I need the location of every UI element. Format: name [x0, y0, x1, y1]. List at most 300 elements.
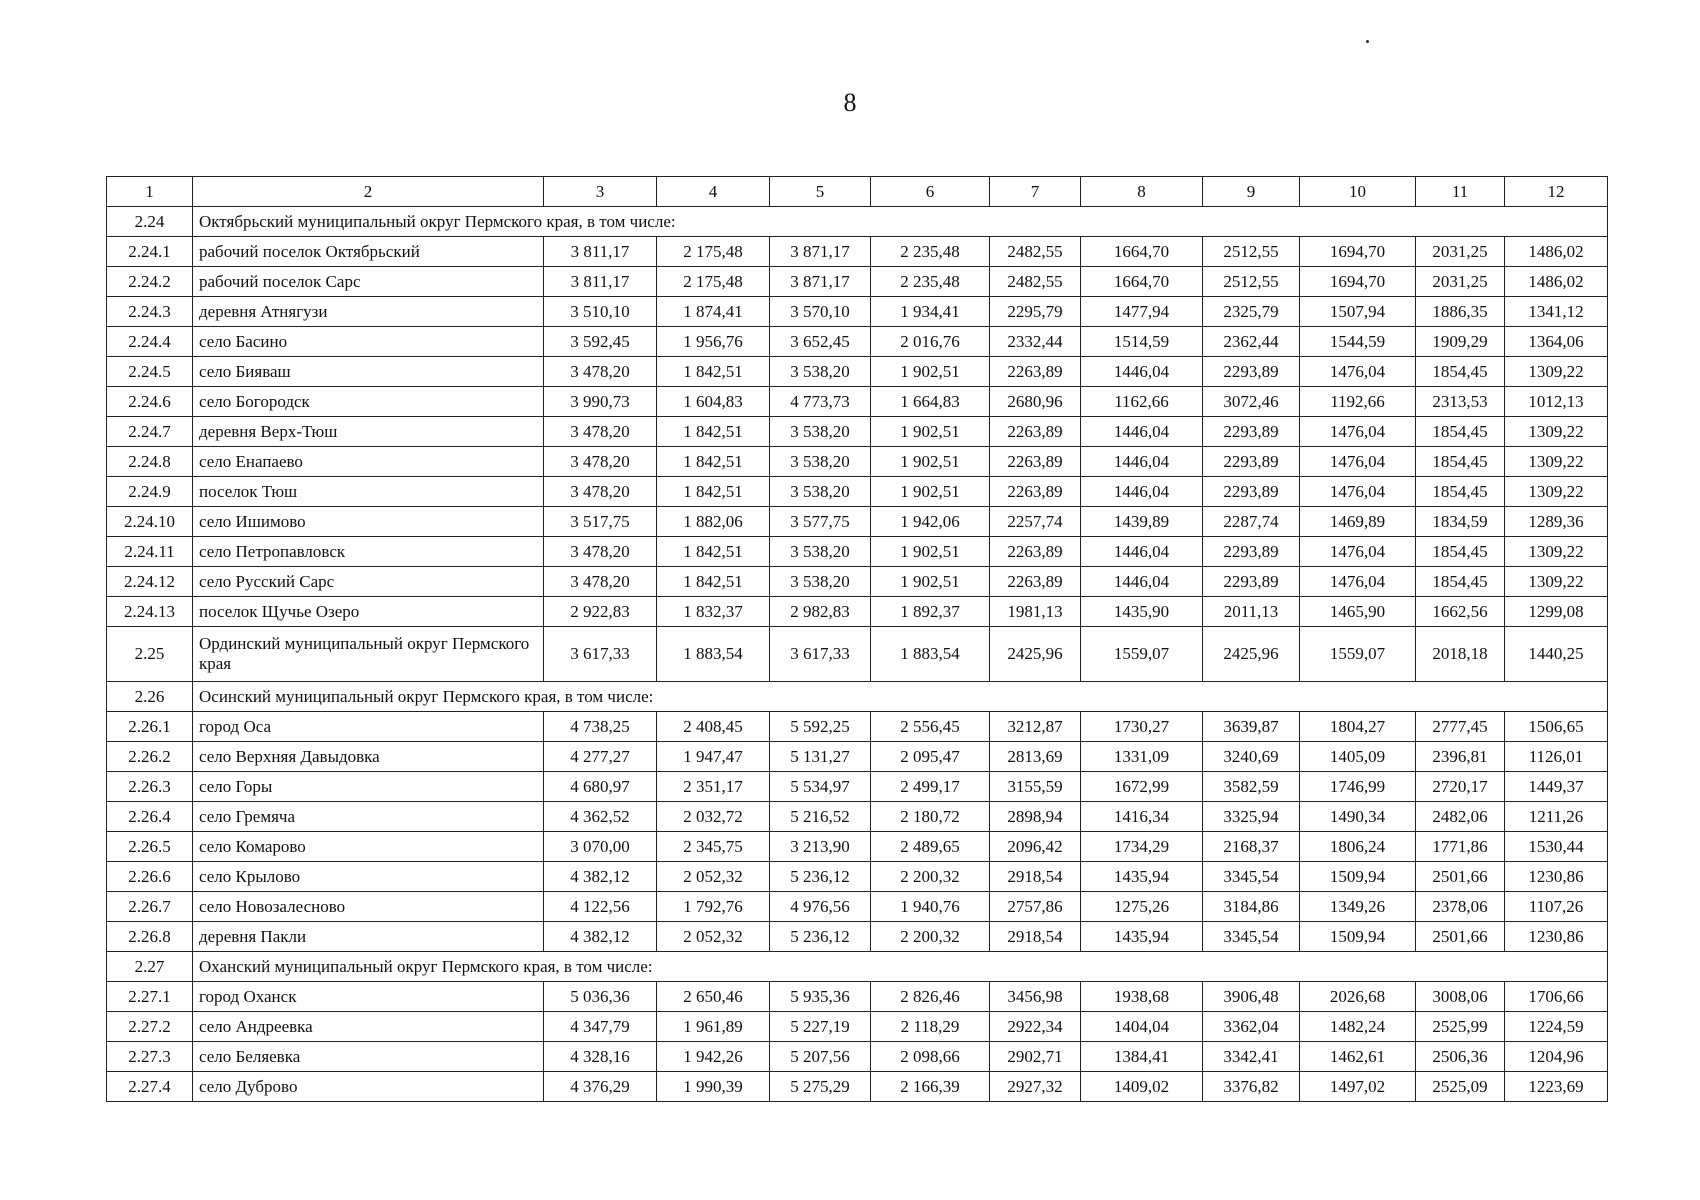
- value-cell: 1746,99: [1300, 772, 1416, 802]
- value-cell: 1 842,51: [657, 357, 770, 387]
- value-cell: 1662,56: [1416, 597, 1505, 627]
- value-cell: 1 961,89: [657, 1012, 770, 1042]
- value-cell: 3345,54: [1203, 862, 1300, 892]
- table-row: [107, 627, 1608, 682]
- value-cell: 1289,36: [1505, 507, 1608, 537]
- value-cell: 1446,04: [1081, 537, 1203, 567]
- settlement-name: село Петропавловск: [193, 537, 544, 567]
- value-cell: 3155,59: [990, 772, 1081, 802]
- value-cell: 2 180,72: [871, 802, 990, 832]
- settlement-name: город Оханск: [193, 982, 544, 1012]
- value-cell: 2813,69: [990, 742, 1081, 772]
- section-row: [107, 952, 1608, 982]
- value-cell: 2396,81: [1416, 742, 1505, 772]
- value-cell: 1349,26: [1300, 892, 1416, 922]
- value-cell: 2 922,83: [544, 597, 657, 627]
- value-cell: 2362,44: [1203, 327, 1300, 357]
- scan-speck: [1366, 40, 1369, 43]
- value-cell: 1886,35: [1416, 297, 1505, 327]
- value-cell: 3 538,20: [770, 537, 871, 567]
- value-cell: 1530,44: [1505, 832, 1608, 862]
- value-cell: 3639,87: [1203, 712, 1300, 742]
- value-cell: 3345,54: [1203, 922, 1300, 952]
- table-row: [107, 387, 1608, 417]
- value-cell: 2 095,47: [871, 742, 990, 772]
- value-cell: 3 871,17: [770, 267, 871, 297]
- value-cell: 1476,04: [1300, 477, 1416, 507]
- value-cell: 3582,59: [1203, 772, 1300, 802]
- value-cell: 1446,04: [1081, 477, 1203, 507]
- value-cell: 2 052,32: [657, 862, 770, 892]
- value-cell: 1449,37: [1505, 772, 1608, 802]
- value-cell: 2026,68: [1300, 982, 1416, 1012]
- value-cell: 1476,04: [1300, 417, 1416, 447]
- table-row: [107, 892, 1608, 922]
- settlement-name: село Новозалесново: [193, 892, 544, 922]
- value-cell: 2 200,32: [871, 862, 990, 892]
- header-cell: 11: [1416, 177, 1505, 207]
- value-cell: 4 738,25: [544, 712, 657, 742]
- value-cell: 2 118,29: [871, 1012, 990, 1042]
- settlement-name: село Бияваш: [193, 357, 544, 387]
- value-cell: 3456,98: [990, 982, 1081, 1012]
- settlement-name: село Гремяча: [193, 802, 544, 832]
- value-cell: 1309,22: [1505, 447, 1608, 477]
- table-row: [107, 417, 1608, 447]
- value-cell: 1476,04: [1300, 357, 1416, 387]
- value-cell: 3 478,20: [544, 477, 657, 507]
- value-cell: 5 216,52: [770, 802, 871, 832]
- value-cell: 1 902,51: [871, 357, 990, 387]
- tariff-table: [106, 176, 1608, 1102]
- settlement-name: город Оса: [193, 712, 544, 742]
- value-cell: 2293,89: [1203, 417, 1300, 447]
- value-cell: 1440,25: [1505, 627, 1608, 682]
- table-row: [107, 597, 1608, 627]
- table-row: [107, 447, 1608, 477]
- settlement-name: село Беляевка: [193, 1042, 544, 1072]
- value-cell: 3 213,90: [770, 832, 871, 862]
- value-cell: 1 842,51: [657, 447, 770, 477]
- row-code: 2.25: [107, 627, 193, 682]
- value-cell: 2 052,32: [657, 922, 770, 952]
- value-cell: 1 842,51: [657, 537, 770, 567]
- row-code: 2.24.11: [107, 537, 193, 567]
- value-cell: 1435,94: [1081, 862, 1203, 892]
- value-cell: 2482,55: [990, 267, 1081, 297]
- value-cell: 1224,59: [1505, 1012, 1608, 1042]
- row-code: 2.24.1: [107, 237, 193, 267]
- value-cell: 3 510,10: [544, 297, 657, 327]
- value-cell: 3 538,20: [770, 477, 871, 507]
- value-cell: 2 235,48: [871, 237, 990, 267]
- value-cell: 2525,99: [1416, 1012, 1505, 1042]
- settlement-name: село Русский Сарс: [193, 567, 544, 597]
- value-cell: 1439,89: [1081, 507, 1203, 537]
- value-cell: 3 070,00: [544, 832, 657, 862]
- value-cell: 1854,45: [1416, 357, 1505, 387]
- value-cell: 2 235,48: [871, 267, 990, 297]
- value-cell: 4 680,97: [544, 772, 657, 802]
- value-cell: 2332,44: [990, 327, 1081, 357]
- value-cell: 2922,34: [990, 1012, 1081, 1042]
- value-cell: 2 166,39: [871, 1072, 990, 1102]
- value-cell: 2168,37: [1203, 832, 1300, 862]
- settlement-name: село Крылово: [193, 862, 544, 892]
- table-body: [107, 177, 1608, 1102]
- value-cell: 3 871,17: [770, 237, 871, 267]
- value-cell: 2293,89: [1203, 537, 1300, 567]
- value-cell: 1706,66: [1505, 982, 1608, 1012]
- value-cell: 1 892,37: [871, 597, 990, 627]
- table-row: [107, 742, 1608, 772]
- value-cell: 3906,48: [1203, 982, 1300, 1012]
- value-cell: 4 976,56: [770, 892, 871, 922]
- header-cell: 10: [1300, 177, 1416, 207]
- value-cell: 2325,79: [1203, 297, 1300, 327]
- value-cell: 1 947,47: [657, 742, 770, 772]
- value-cell: 1804,27: [1300, 712, 1416, 742]
- row-code: 2.24.6: [107, 387, 193, 417]
- value-cell: 1490,34: [1300, 802, 1416, 832]
- value-cell: 3 570,10: [770, 297, 871, 327]
- value-cell: 5 207,56: [770, 1042, 871, 1072]
- settlement-name: поселок Щучье Озеро: [193, 597, 544, 627]
- settlement-name: село Верхняя Давыдовка: [193, 742, 544, 772]
- value-cell: 1309,22: [1505, 357, 1608, 387]
- value-cell: 4 362,52: [544, 802, 657, 832]
- value-cell: 3 811,17: [544, 237, 657, 267]
- value-cell: 5 236,12: [770, 862, 871, 892]
- value-cell: 4 382,12: [544, 862, 657, 892]
- value-cell: 2512,55: [1203, 237, 1300, 267]
- value-cell: 3 478,20: [544, 357, 657, 387]
- table-row: [107, 772, 1608, 802]
- value-cell: 1664,70: [1081, 267, 1203, 297]
- value-cell: 2263,89: [990, 477, 1081, 507]
- value-cell: 1 842,51: [657, 417, 770, 447]
- value-cell: 1309,22: [1505, 417, 1608, 447]
- value-cell: 2 098,66: [871, 1042, 990, 1072]
- value-cell: 1 934,41: [871, 297, 990, 327]
- row-code: 2.24.5: [107, 357, 193, 387]
- value-cell: 1 990,39: [657, 1072, 770, 1102]
- value-cell: 3240,69: [1203, 742, 1300, 772]
- value-cell: 1 940,76: [871, 892, 990, 922]
- value-cell: 1 792,76: [657, 892, 770, 922]
- value-cell: 1192,66: [1300, 387, 1416, 417]
- value-cell: 1 842,51: [657, 567, 770, 597]
- section-row: [107, 682, 1608, 712]
- value-cell: 1 883,54: [871, 627, 990, 682]
- value-cell: 1514,59: [1081, 327, 1203, 357]
- value-cell: 1223,69: [1505, 1072, 1608, 1102]
- value-cell: 1 942,26: [657, 1042, 770, 1072]
- value-cell: 1364,06: [1505, 327, 1608, 357]
- value-cell: 1 882,06: [657, 507, 770, 537]
- value-cell: 3 478,20: [544, 567, 657, 597]
- table-row: [107, 327, 1608, 357]
- table-row: [107, 1072, 1608, 1102]
- settlement-name: деревня Пакли: [193, 922, 544, 952]
- page-number: 8: [843, 88, 857, 117]
- value-cell: 2263,89: [990, 567, 1081, 597]
- value-cell: 2293,89: [1203, 447, 1300, 477]
- value-cell: 1981,13: [990, 597, 1081, 627]
- settlement-name: рабочий поселок Октябрьский: [193, 237, 544, 267]
- value-cell: 1476,04: [1300, 537, 1416, 567]
- row-code: 2.24.3: [107, 297, 193, 327]
- value-cell: 1435,94: [1081, 922, 1203, 952]
- value-cell: 1694,70: [1300, 267, 1416, 297]
- value-cell: 2 175,48: [657, 267, 770, 297]
- value-cell: 2425,96: [1203, 627, 1300, 682]
- value-cell: 2 351,17: [657, 772, 770, 802]
- value-cell: 2263,89: [990, 417, 1081, 447]
- value-cell: 1 604,83: [657, 387, 770, 417]
- table-row: [107, 567, 1608, 597]
- value-cell: 1854,45: [1416, 447, 1505, 477]
- table-row: [107, 712, 1608, 742]
- value-cell: 5 534,97: [770, 772, 871, 802]
- value-cell: 3 478,20: [544, 447, 657, 477]
- value-cell: 1854,45: [1416, 477, 1505, 507]
- value-cell: 1469,89: [1300, 507, 1416, 537]
- table-row: [107, 297, 1608, 327]
- value-cell: 3 478,20: [544, 417, 657, 447]
- table-row: [107, 537, 1608, 567]
- value-cell: 1204,96: [1505, 1042, 1608, 1072]
- row-code: 2.26.6: [107, 862, 193, 892]
- value-cell: 1938,68: [1081, 982, 1203, 1012]
- value-cell: 1309,22: [1505, 567, 1608, 597]
- value-cell: 2 489,65: [871, 832, 990, 862]
- value-cell: 2096,42: [990, 832, 1081, 862]
- value-cell: 2 200,32: [871, 922, 990, 952]
- value-cell: 1012,13: [1505, 387, 1608, 417]
- value-cell: 5 036,36: [544, 982, 657, 1012]
- settlement-name: село Енапаево: [193, 447, 544, 477]
- value-cell: 1559,07: [1081, 627, 1203, 682]
- value-cell: 3072,46: [1203, 387, 1300, 417]
- value-cell: 4 773,73: [770, 387, 871, 417]
- table-row: [107, 982, 1608, 1012]
- value-cell: 4 376,29: [544, 1072, 657, 1102]
- value-cell: 1509,94: [1300, 922, 1416, 952]
- value-cell: 3 592,45: [544, 327, 657, 357]
- value-cell: 3008,06: [1416, 982, 1505, 1012]
- value-cell: 1416,34: [1081, 802, 1203, 832]
- value-cell: 1 842,51: [657, 477, 770, 507]
- value-cell: 2918,54: [990, 922, 1081, 952]
- settlement-name: село Басино: [193, 327, 544, 357]
- section-title: Оханский муниципальный округ Пермского края, в том числе:: [193, 952, 1608, 982]
- value-cell: 1 902,51: [871, 567, 990, 597]
- value-cell: 1435,90: [1081, 597, 1203, 627]
- value-cell: 2 175,48: [657, 237, 770, 267]
- value-cell: 3342,41: [1203, 1042, 1300, 1072]
- value-cell: 2 345,75: [657, 832, 770, 862]
- value-cell: 1275,26: [1081, 892, 1203, 922]
- value-cell: 1544,59: [1300, 327, 1416, 357]
- value-cell: 1341,12: [1505, 297, 1608, 327]
- header-cell: 9: [1203, 177, 1300, 207]
- value-cell: 2263,89: [990, 537, 1081, 567]
- value-cell: 2295,79: [990, 297, 1081, 327]
- value-cell: 2263,89: [990, 447, 1081, 477]
- value-cell: 2313,53: [1416, 387, 1505, 417]
- header-cell: 6: [871, 177, 990, 207]
- value-cell: 4 122,56: [544, 892, 657, 922]
- value-cell: 5 592,25: [770, 712, 871, 742]
- value-cell: 2257,74: [990, 507, 1081, 537]
- value-cell: 1446,04: [1081, 417, 1203, 447]
- value-cell: 1 664,83: [871, 387, 990, 417]
- value-cell: 1 942,06: [871, 507, 990, 537]
- value-cell: 4 347,79: [544, 1012, 657, 1042]
- value-cell: 1806,24: [1300, 832, 1416, 862]
- row-code: 2.24.13: [107, 597, 193, 627]
- value-cell: 5 236,12: [770, 922, 871, 952]
- value-cell: 3212,87: [990, 712, 1081, 742]
- value-cell: 3362,04: [1203, 1012, 1300, 1042]
- row-code: 2.24: [107, 207, 193, 237]
- value-cell: 1477,94: [1081, 297, 1203, 327]
- value-cell: 1506,65: [1505, 712, 1608, 742]
- header-cell: 7: [990, 177, 1081, 207]
- settlement-name: село Комарово: [193, 832, 544, 862]
- value-cell: 2902,71: [990, 1042, 1081, 1072]
- settlement-name: Ординский муниципальный округ Пермского края: [193, 627, 544, 682]
- settlement-name: село Андреевка: [193, 1012, 544, 1042]
- table-row: [107, 1012, 1608, 1042]
- header-cell: 8: [1081, 177, 1203, 207]
- value-cell: 3 617,33: [544, 627, 657, 682]
- row-code: 2.26: [107, 682, 193, 712]
- row-code: 2.27.3: [107, 1042, 193, 1072]
- value-cell: 1331,09: [1081, 742, 1203, 772]
- value-cell: 2680,96: [990, 387, 1081, 417]
- value-cell: 1446,04: [1081, 357, 1203, 387]
- value-cell: 5 935,36: [770, 982, 871, 1012]
- value-cell: 1854,45: [1416, 567, 1505, 597]
- row-code: 2.24.12: [107, 567, 193, 597]
- header-cell: 12: [1505, 177, 1608, 207]
- value-cell: 1559,07: [1300, 627, 1416, 682]
- row-code: 2.26.8: [107, 922, 193, 952]
- value-cell: 1126,01: [1505, 742, 1608, 772]
- value-cell: 3 990,73: [544, 387, 657, 417]
- value-cell: 1 883,54: [657, 627, 770, 682]
- value-cell: 3 538,20: [770, 567, 871, 597]
- row-code: 2.24.10: [107, 507, 193, 537]
- value-cell: 2506,36: [1416, 1042, 1505, 1072]
- row-code: 2.24.2: [107, 267, 193, 297]
- value-cell: 1 902,51: [871, 537, 990, 567]
- row-code: 2.26.7: [107, 892, 193, 922]
- value-cell: 4 277,27: [544, 742, 657, 772]
- value-cell: 2011,13: [1203, 597, 1300, 627]
- value-cell: 5 275,29: [770, 1072, 871, 1102]
- header-cell: 1: [107, 177, 193, 207]
- header-cell: 4: [657, 177, 770, 207]
- value-cell: 2018,18: [1416, 627, 1505, 682]
- value-cell: 2378,06: [1416, 892, 1505, 922]
- table-row: [107, 862, 1608, 892]
- value-cell: 1211,26: [1505, 802, 1608, 832]
- value-cell: 3 652,45: [770, 327, 871, 357]
- value-cell: 2293,89: [1203, 477, 1300, 507]
- table-row: [107, 477, 1608, 507]
- value-cell: 1 902,51: [871, 447, 990, 477]
- value-cell: 2293,89: [1203, 357, 1300, 387]
- value-cell: 3 517,75: [544, 507, 657, 537]
- row-code: 2.27.1: [107, 982, 193, 1012]
- table-row: [107, 507, 1608, 537]
- value-cell: 2 016,76: [871, 327, 990, 357]
- value-cell: 2501,66: [1416, 862, 1505, 892]
- header-cell: 5: [770, 177, 871, 207]
- value-cell: 1486,02: [1505, 237, 1608, 267]
- value-cell: 1672,99: [1081, 772, 1203, 802]
- value-cell: 1476,04: [1300, 447, 1416, 477]
- value-cell: 1734,29: [1081, 832, 1203, 862]
- value-cell: 2918,54: [990, 862, 1081, 892]
- value-cell: 2 499,17: [871, 772, 990, 802]
- settlement-name: поселок Тюш: [193, 477, 544, 507]
- value-cell: 2 408,45: [657, 712, 770, 742]
- table-row: [107, 357, 1608, 387]
- value-cell: 2777,45: [1416, 712, 1505, 742]
- value-cell: 3325,94: [1203, 802, 1300, 832]
- table-row: [107, 802, 1608, 832]
- row-code: 2.24.7: [107, 417, 193, 447]
- table-row: [107, 237, 1608, 267]
- value-cell: 1230,86: [1505, 922, 1608, 952]
- value-cell: 1730,27: [1081, 712, 1203, 742]
- section-row: [107, 207, 1608, 237]
- value-cell: 1854,45: [1416, 417, 1505, 447]
- settlement-name: село Ишимово: [193, 507, 544, 537]
- value-cell: 1497,02: [1300, 1072, 1416, 1102]
- row-code: 2.27.2: [107, 1012, 193, 1042]
- value-cell: 1476,04: [1300, 567, 1416, 597]
- value-cell: 4 382,12: [544, 922, 657, 952]
- table-row: [107, 1042, 1608, 1072]
- value-cell: 1162,66: [1081, 387, 1203, 417]
- value-cell: 2757,86: [990, 892, 1081, 922]
- row-code: 2.26.2: [107, 742, 193, 772]
- settlement-name: рабочий поселок Сарс: [193, 267, 544, 297]
- value-cell: 1309,22: [1505, 477, 1608, 507]
- value-cell: 1694,70: [1300, 237, 1416, 267]
- value-cell: 2425,96: [990, 627, 1081, 682]
- value-cell: 1 902,51: [871, 477, 990, 507]
- settlement-name: деревня Верх-Тюш: [193, 417, 544, 447]
- value-cell: 3 538,20: [770, 357, 871, 387]
- settlement-name: село Горы: [193, 772, 544, 802]
- value-cell: 1482,24: [1300, 1012, 1416, 1042]
- header-cell: 3: [544, 177, 657, 207]
- settlement-name: село Дуброво: [193, 1072, 544, 1102]
- value-cell: 1405,09: [1300, 742, 1416, 772]
- table-row: [107, 832, 1608, 862]
- value-cell: 3 617,33: [770, 627, 871, 682]
- value-cell: 1299,08: [1505, 597, 1608, 627]
- value-cell: 1 832,37: [657, 597, 770, 627]
- value-cell: 2482,06: [1416, 802, 1505, 832]
- row-code: 2.26.1: [107, 712, 193, 742]
